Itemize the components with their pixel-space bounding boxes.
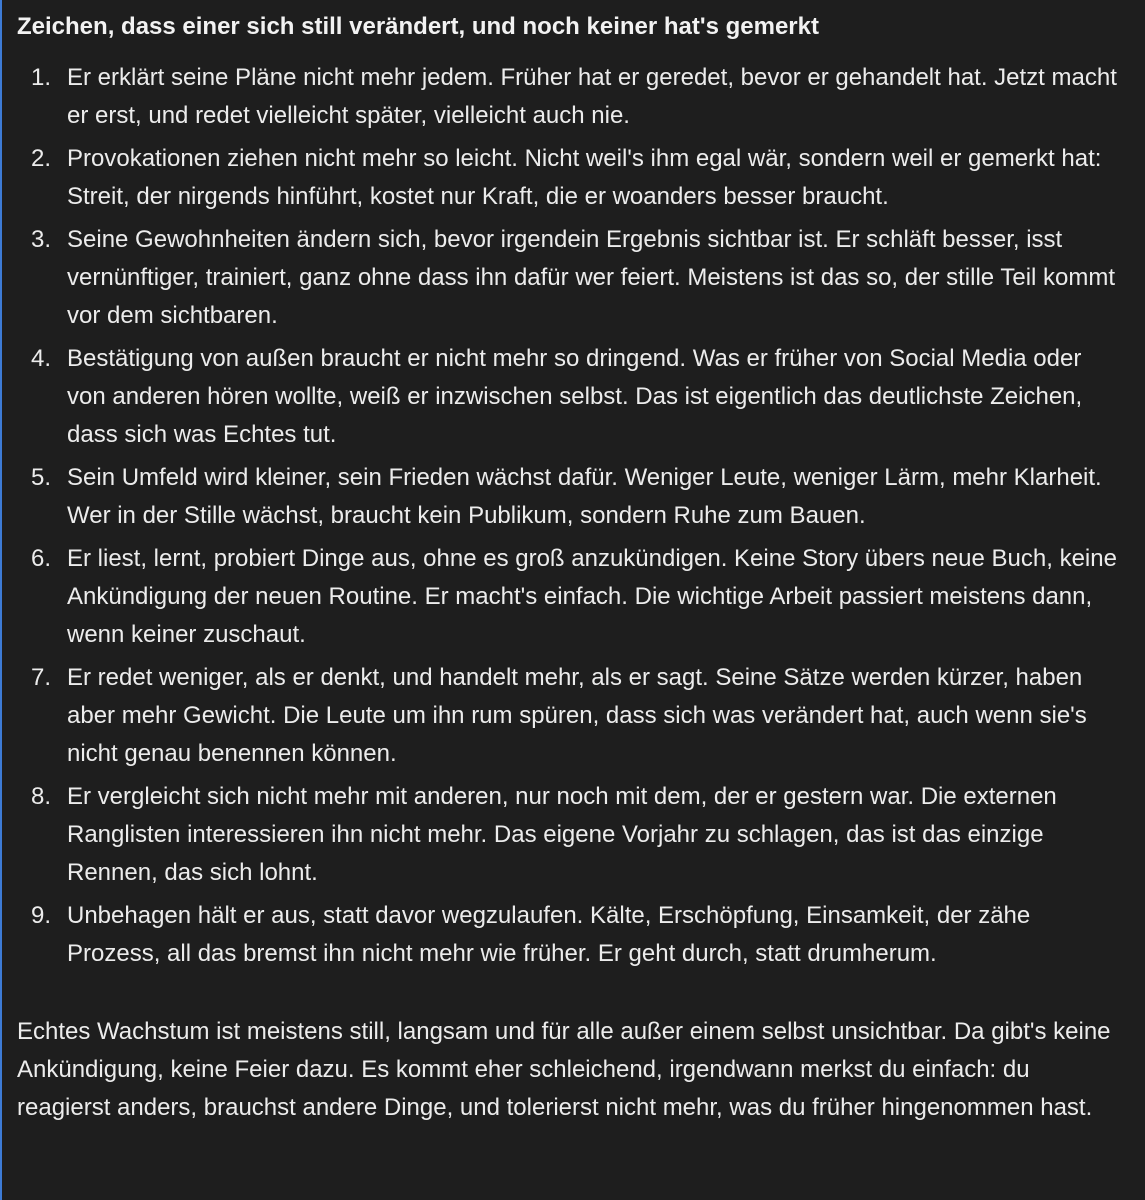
list-item-number: 4. [30, 345, 51, 372]
list-item-number: 5. [30, 464, 51, 491]
list-item-number: 9. [30, 902, 51, 929]
list-item [17, 140, 1145, 216]
list-item-text: Er liest, lernt, probiert Dinge aus, ohne es groß anzukündigen. Keine Story übers neue Buch, keine Ankündigung der neuen Routine. Er macht's einfach. Die wichtige Arbeit passiert meistens dann, wenn keiner zuschaut. [67, 545, 1117, 648]
list-item [17, 897, 1145, 973]
list-item-text: Er vergleicht sich nicht mehr mit anderen, nur noch mit dem, der er gestern war. Die externen Ranglisten interessieren ihn nicht mehr. Das eigene Vorjahr zu schlagen, das ist das einzige Rennen, das sich lohnt. [67, 783, 1057, 886]
list-item-text: Sein Umfeld wird kleiner, sein Frieden wächst dafür. Weniger Leute, weniger Lärm, mehr Klarheit. Wer in der Stille wächst, braucht kein Publikum, sondern Ruhe zum Bauen. [67, 464, 1102, 529]
list-item [17, 659, 1145, 773]
list-item-text: Unbehagen hält er aus, statt davor wegzulaufen. Kälte, Erschöpfung, Einsamkeit, der zähe Prozess, all das bremst ihn nicht mehr wie früher. Er geht durch, statt drumherum. [67, 902, 1031, 967]
list-item [17, 778, 1145, 892]
article-title: Zeichen, dass einer sich still verändert, und noch keiner hat's gemerkt [17, 13, 819, 40]
list-item-text: Er erklärt seine Pläne nicht mehr jedem. Früher hat er geredet, bevor er gehandelt hat. Jetzt macht er erst, und redet vielleicht später, vielleicht auch nie. [67, 64, 1117, 129]
list-item-text: Provokationen ziehen nicht mehr so leicht. Nicht weil's ihm egal wär, sondern weil er gemerkt hat: Streit, der nirgends hinführt, kostet nur Kraft, die er woanders besser braucht. [67, 145, 1102, 210]
list-item-text: Seine Gewohnheiten ändern sich, bevor irgendein Ergebnis sichtbar ist. Er schläft besser, isst vernünftiger, trainiert, ganz ohne dass ihn dafür wer feiert. Meistens ist das so, der stille Teil kommt vor dem sichtbaren. [67, 226, 1116, 329]
list-item-number: 3. [30, 226, 51, 253]
list-item-text: Bestätigung von außen braucht er nicht mehr so dringend. Was er früher von Social Media oder von anderen hören wollte, weiß er inzwischen selbst. Das ist eigentlich das deutlichste Zeichen, dass sich was Echtes tut. [67, 345, 1083, 448]
list-item-number: 1. [30, 64, 51, 91]
signs-list [17, 59, 1145, 973]
list-item-number: 7. [30, 664, 51, 691]
list-item-text: Er redet weniger, als er denkt, und handelt mehr, als er sagt. Seine Sätze werden kürzer, haben aber mehr Gewicht. Die Leute um ihn rum spüren, dass sich was verändert hat, auch wenn sie's nicht genau benennen können. [67, 664, 1087, 767]
list-item-number: 2. [30, 145, 51, 172]
list-item [17, 340, 1145, 454]
list-item [17, 540, 1145, 654]
list-item-number: 6. [30, 545, 51, 572]
list-item [17, 221, 1145, 335]
summary-paragraph: Echtes Wachstum ist meistens still, langsam und für alle außer einem selbst unsichtbar. Da gibt's keine Ankündigung, keine Feier dazu. Es kommt eher schleichend, irgendwann merkst du einfach: du reagierst anders, brauchst andere Dinge, und tolerierst nicht mehr, was du früher hingenommen hast. [17, 1018, 1111, 1121]
list-item-number: 8. [30, 783, 51, 810]
list-item [17, 59, 1145, 135]
list-item [17, 459, 1145, 535]
